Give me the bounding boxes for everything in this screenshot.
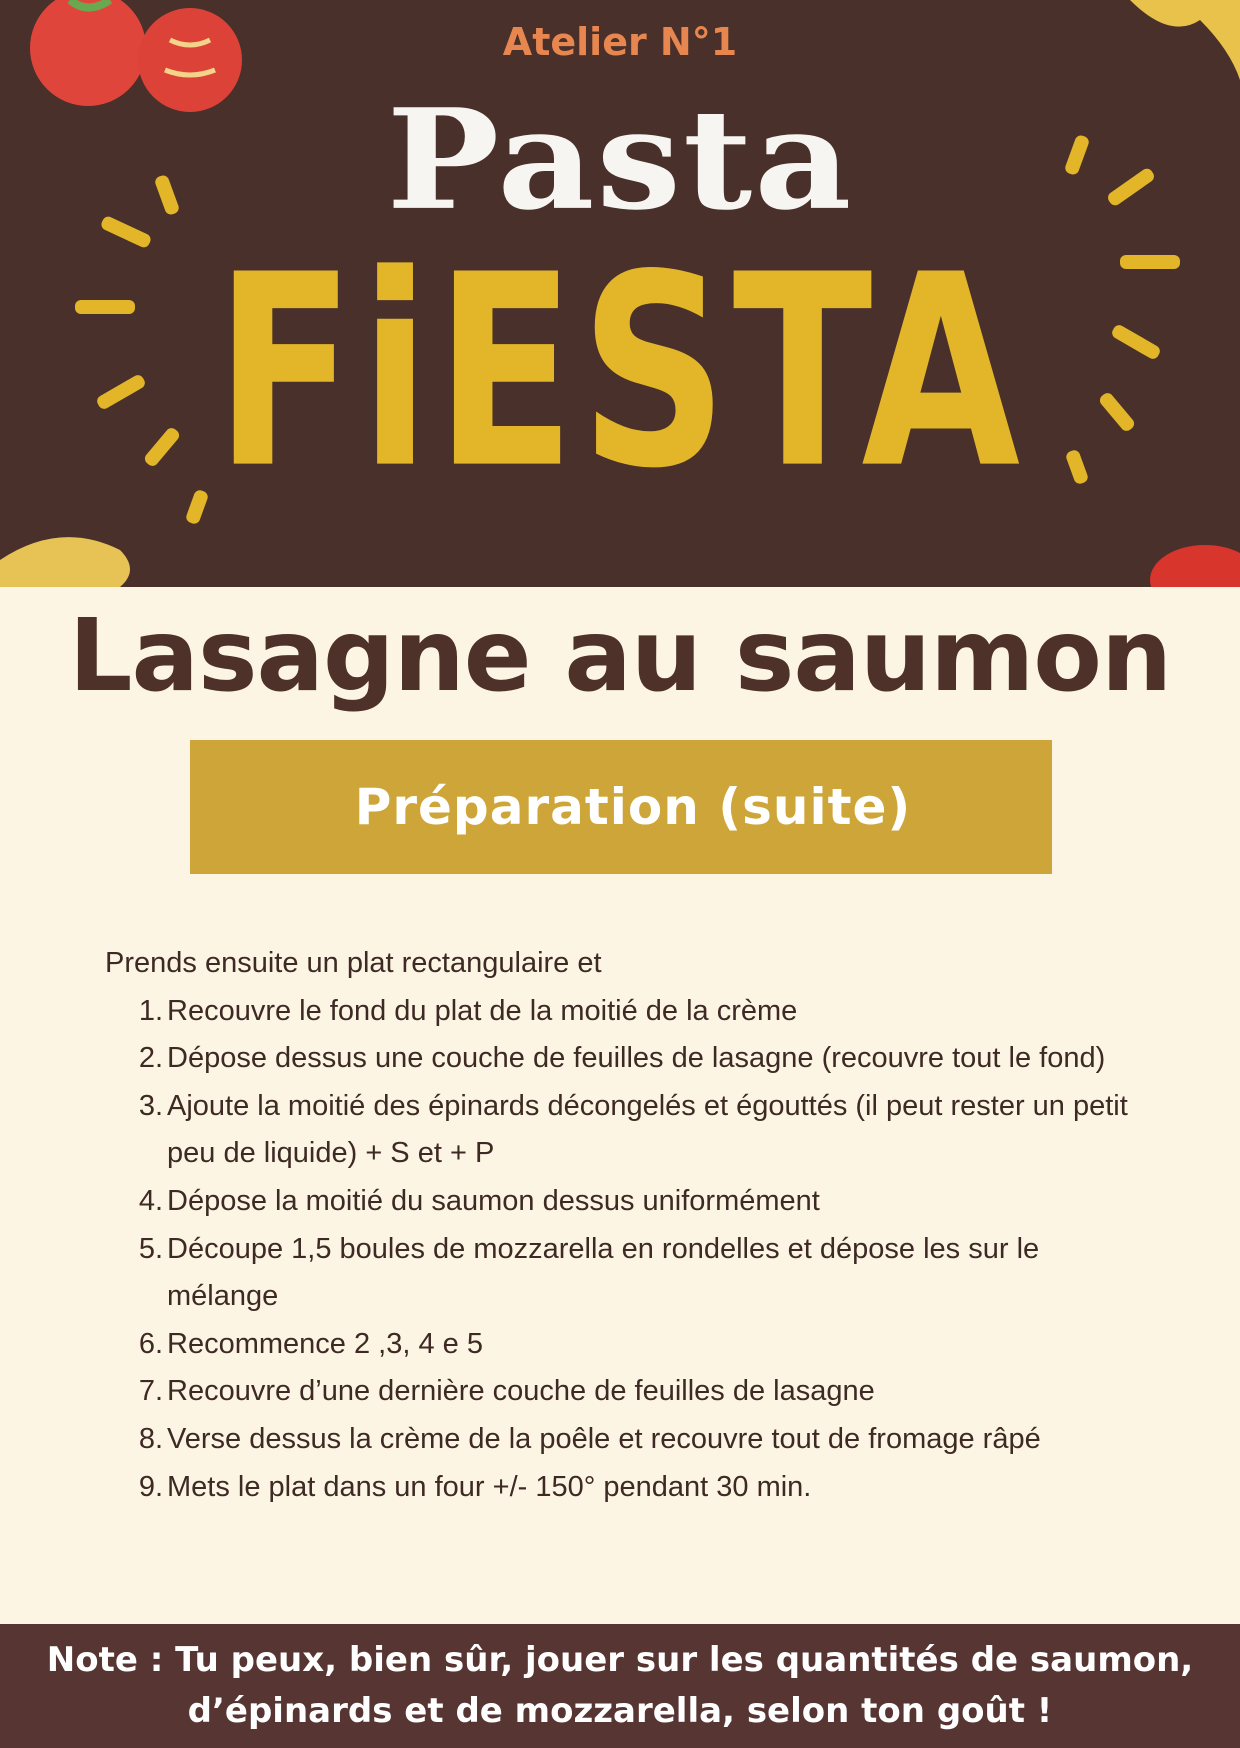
- step-text: Découpe 1,5 boules de mozzarella en rondelles et dépose les sur le mélange: [167, 1232, 1040, 1313]
- step-text: Recommence 2 ,3, 4 e 5: [167, 1327, 483, 1360]
- banner-fiesta-word: FiESTA: [214, 217, 1026, 527]
- footer-note-line: d’épinards et de mozzarella, selon ton goût !: [187, 1691, 1053, 1731]
- step-item: [105, 1178, 1155, 1226]
- step-item: [105, 1464, 1155, 1512]
- step-item: [105, 988, 1155, 1036]
- step-number: 2.: [138, 1042, 163, 1075]
- footer-note-line: Note : Tu peux, bien sûr, jouer sur les quantités de saumon,: [46, 1640, 1194, 1680]
- step-text: Verse dessus la crème de la poêle et recouvre tout de fromage râpé: [167, 1422, 1041, 1455]
- step-number: 4.: [138, 1184, 163, 1217]
- step-text: Recouvre le fond du plat de la moitié de la crème: [167, 994, 798, 1027]
- step-text: Mets le plat dans un four +/- 150° pendant 30 min.: [167, 1470, 812, 1503]
- step-item: [105, 1226, 1155, 1321]
- pasta-icon: [0, 537, 130, 587]
- step-item: [105, 1321, 1155, 1369]
- step-number: 3.: [138, 1089, 163, 1122]
- step-item: [105, 1083, 1155, 1178]
- step-item: [105, 1368, 1155, 1416]
- step-item: [105, 1035, 1155, 1083]
- steps-intro: Prends ensuite un plat rectangulaire et: [105, 947, 602, 979]
- preparation-steps: [105, 940, 1155, 1511]
- step-text: Dépose dessus une couche de feuilles de lasagne (recouvre tout le fond): [167, 1042, 1106, 1075]
- step-number: 1.: [138, 994, 163, 1027]
- step-item: [105, 1416, 1155, 1464]
- step-number: 8.: [138, 1422, 163, 1455]
- pepper-icon: [1150, 545, 1240, 587]
- step-text: Dépose la moitié du saumon dessus uniformément: [167, 1184, 820, 1217]
- step-number: 7.: [138, 1375, 163, 1408]
- steps-list: [105, 988, 1155, 1512]
- step-number: 9.: [138, 1470, 163, 1503]
- step-number: 5.: [138, 1232, 163, 1265]
- footer-note: [20, 1635, 1220, 1737]
- banner-atelier-label: Atelier N°1: [502, 20, 738, 64]
- section-header-bar: [190, 740, 1052, 874]
- step-text: Recouvre d’une dernière couche de feuilles de lasagne: [167, 1375, 875, 1408]
- step-text: Ajoute la moitié des épinards décongelés et égouttés (il peut rester un petit peu de liquide) + S et + P: [167, 1089, 1128, 1170]
- banner-pasta-word: Pasta: [386, 79, 854, 241]
- footer-note-bar: [0, 1624, 1240, 1748]
- section-label: Préparation (suite): [354, 778, 912, 836]
- header-banner-image: [0, 0, 1240, 587]
- recipe-title: Lasagne au saumon: [68, 597, 1172, 714]
- step-number: 6.: [138, 1327, 163, 1360]
